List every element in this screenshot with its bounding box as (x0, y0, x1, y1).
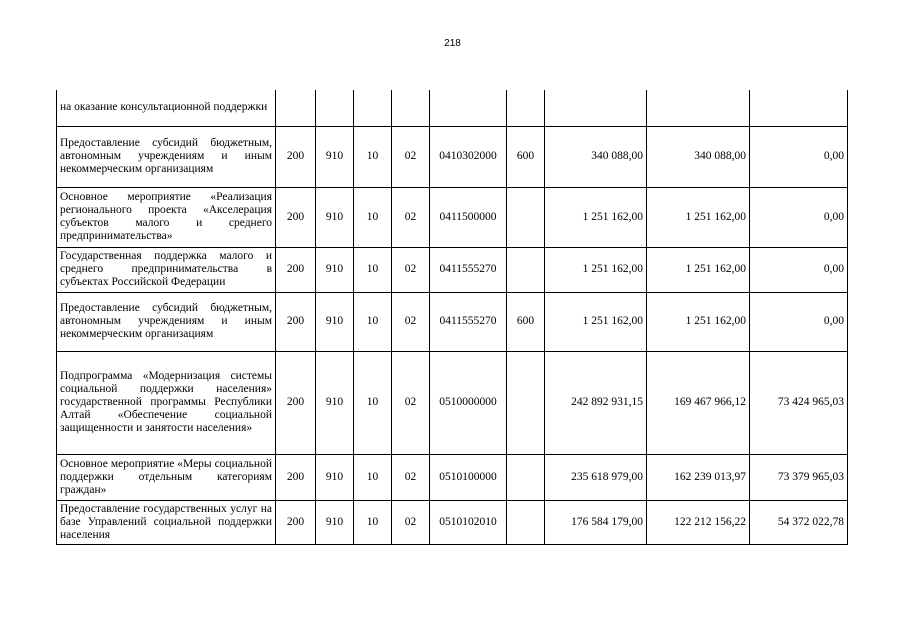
podrazdel-cell: 10 (354, 454, 392, 500)
razdel-cell: 910 (316, 126, 354, 187)
subcode-cell: 02 (392, 187, 430, 247)
target-article-cell: 0411555270 (430, 247, 507, 292)
table-row (57, 247, 848, 292)
expense-type-cell (507, 454, 545, 500)
subcode-cell: 02 (392, 247, 430, 292)
razdel-cell: 910 (316, 351, 354, 454)
expense-type-cell (507, 500, 545, 544)
grbs-cell: 200 (276, 351, 316, 454)
table-row (57, 126, 848, 187)
amount-total-cell: 176 584 179,00 (545, 500, 647, 544)
podrazdel-cell: 10 (354, 500, 392, 544)
amount-third-cell: 0,00 (750, 187, 848, 247)
row-name-cell: Основное мероприятие «Меры социальной поддержки отдельным категориям граждан» (57, 454, 276, 500)
table-row (57, 454, 848, 500)
grbs-cell (276, 90, 316, 126)
budget-table (56, 90, 848, 545)
amount-second-cell: 340 088,00 (647, 126, 750, 187)
page-number: 218 (444, 38, 461, 49)
table-row (57, 90, 848, 126)
grbs-cell: 200 (276, 454, 316, 500)
amount-total-cell: 1 251 162,00 (545, 247, 647, 292)
expense-type-cell (507, 187, 545, 247)
amount-third-cell: 0,00 (750, 292, 848, 351)
razdel-cell: 910 (316, 292, 354, 351)
amount-third-cell: 0,00 (750, 126, 848, 187)
subcode-cell: 02 (392, 500, 430, 544)
grbs-cell: 200 (276, 187, 316, 247)
grbs-cell: 200 (276, 247, 316, 292)
podrazdel-cell: 10 (354, 187, 392, 247)
amount-third-cell: 73 379 965,03 (750, 454, 848, 500)
amount-total-cell (545, 90, 647, 126)
table-row (57, 500, 848, 544)
razdel-cell: 910 (316, 454, 354, 500)
row-name-cell: на оказание консультационной поддержки (57, 90, 276, 126)
amount-third-cell: 54 372 022,78 (750, 500, 848, 544)
grbs-cell: 200 (276, 292, 316, 351)
razdel-cell (316, 90, 354, 126)
amount-total-cell: 340 088,00 (545, 126, 647, 187)
amount-second-cell: 169 467 966,12 (647, 351, 750, 454)
amount-total-cell: 1 251 162,00 (545, 292, 647, 351)
amount-third-cell (750, 90, 848, 126)
row-name-cell: Предоставление субсидий бюджетным, автономным учреждениям и иным некоммерческим организациям (57, 126, 276, 187)
row-name-cell: Основное мероприятие «Реализация регионального проекта «Акселерация субъектов малого и среднего предпринимательства» (57, 187, 276, 247)
razdel-cell: 910 (316, 500, 354, 544)
podrazdel-cell (354, 90, 392, 126)
amount-second-cell: 122 212 156,22 (647, 500, 750, 544)
target-article-cell: 0510000000 (430, 351, 507, 454)
target-article-cell: 0510102010 (430, 500, 507, 544)
subcode-cell: 02 (392, 292, 430, 351)
expense-type-cell: 600 (507, 292, 545, 351)
amount-second-cell: 162 239 013,97 (647, 454, 750, 500)
amount-third-cell: 73 424 965,03 (750, 351, 848, 454)
amount-third-cell: 0,00 (750, 247, 848, 292)
subcode-cell: 02 (392, 351, 430, 454)
row-name-cell: Государственная поддержка малого и среднего предпринимательства в субъектах Российской Федерации (57, 247, 276, 292)
target-article-cell (430, 90, 507, 126)
podrazdel-cell: 10 (354, 247, 392, 292)
row-name-cell: Предоставление государственных услуг на базе Управлений социальной поддержки населения (57, 500, 276, 544)
expense-type-cell (507, 247, 545, 292)
grbs-cell: 200 (276, 126, 316, 187)
table-row (57, 351, 848, 454)
row-name-cell: Подпрограмма «Модернизация системы социальной поддержки населения» государственной программы Республики Алтай «Обеспечение социальной защищенности и занятости населения» (57, 351, 276, 454)
target-article-cell: 0510100000 (430, 454, 507, 500)
target-article-cell: 0410302000 (430, 126, 507, 187)
expense-type-cell: 600 (507, 126, 545, 187)
razdel-cell: 910 (316, 247, 354, 292)
amount-total-cell: 1 251 162,00 (545, 187, 647, 247)
podrazdel-cell: 10 (354, 292, 392, 351)
podrazdel-cell: 10 (354, 351, 392, 454)
amount-second-cell: 1 251 162,00 (647, 187, 750, 247)
grbs-cell: 200 (276, 500, 316, 544)
table-row (57, 187, 848, 247)
amount-total-cell: 235 618 979,00 (545, 454, 647, 500)
subcode-cell: 02 (392, 454, 430, 500)
amount-total-cell: 242 892 931,15 (545, 351, 647, 454)
amount-second-cell (647, 90, 750, 126)
table-row (57, 292, 848, 351)
amount-second-cell: 1 251 162,00 (647, 292, 750, 351)
target-article-cell: 0411500000 (430, 187, 507, 247)
row-name-cell: Предоставление субсидий бюджетным, автономным учреждениям и иным некоммерческим организациям (57, 292, 276, 351)
podrazdel-cell: 10 (354, 126, 392, 187)
expense-type-cell (507, 90, 545, 126)
subcode-cell (392, 90, 430, 126)
target-article-cell: 0411555270 (430, 292, 507, 351)
razdel-cell: 910 (316, 187, 354, 247)
amount-second-cell: 1 251 162,00 (647, 247, 750, 292)
subcode-cell: 02 (392, 126, 430, 187)
expense-type-cell (507, 351, 545, 454)
